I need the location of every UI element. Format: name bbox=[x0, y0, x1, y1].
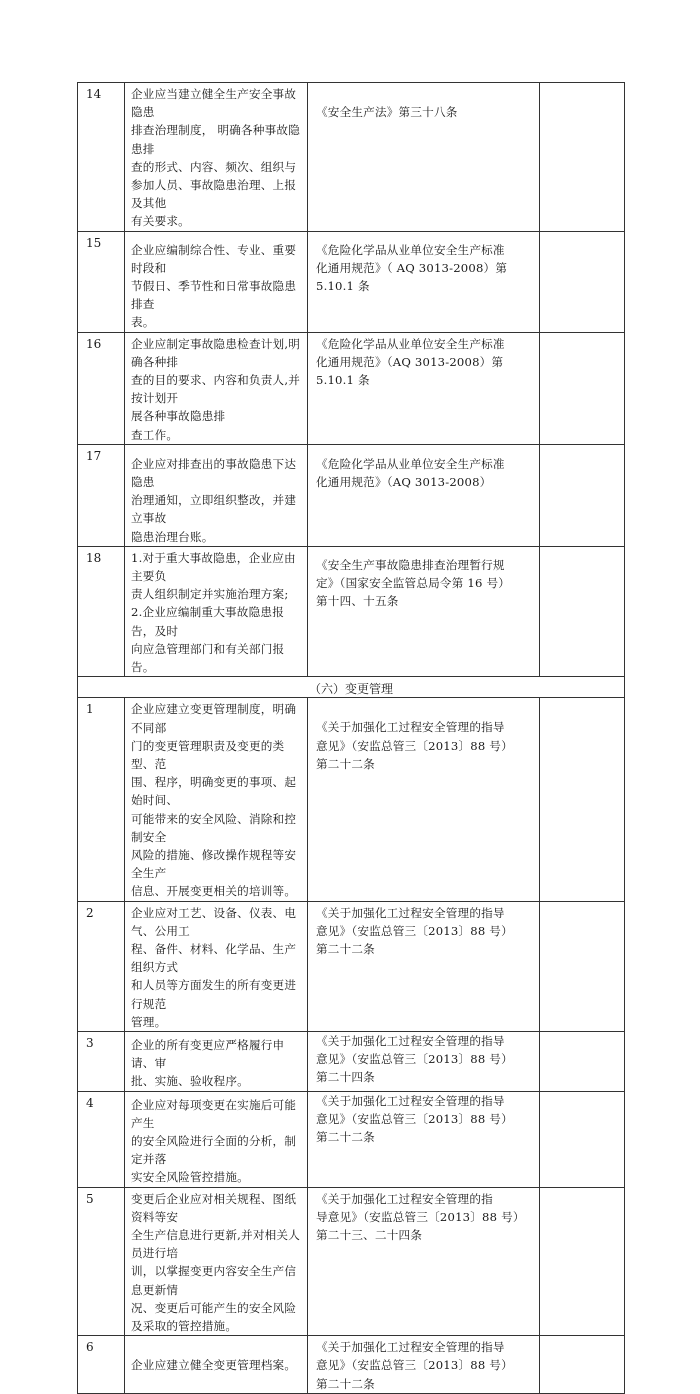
reference-text: 《安全生产事故隐患排查治理暂行规 定》（国家安全监管总局令第 16 号） 第十四、十五条 bbox=[316, 557, 511, 609]
blank-cell bbox=[540, 231, 625, 332]
table-row bbox=[78, 1187, 625, 1336]
table-row bbox=[78, 1091, 625, 1187]
reference-text: 《关于加强化工过程安全管理的指导 意见》（安监总管三〔2013〕88 号） 第二十二条 bbox=[316, 905, 513, 956]
reference-cell bbox=[308, 698, 540, 901]
blank-cell bbox=[540, 546, 625, 676]
requirement-text: 企业应制定事故隐患检查计划,明确各种排 查的目的要求、内容和负责人,并按计划开 展各种事故隐患排 查工作。 bbox=[131, 336, 300, 442]
row-number: 14 bbox=[78, 83, 125, 232]
reference-text: 《关于加强化工过程安全管理的指导 意见》（安监总管三〔2013〕88 号） 第二十二条 bbox=[316, 720, 513, 771]
row-number: 3 bbox=[78, 1031, 125, 1091]
blank-cell bbox=[540, 444, 625, 546]
requirement-cell bbox=[125, 1187, 308, 1336]
table-row bbox=[78, 546, 625, 676]
blank-cell bbox=[540, 1091, 625, 1187]
requirement-cell bbox=[125, 1031, 308, 1091]
table-row bbox=[78, 231, 625, 332]
blank-cell bbox=[540, 83, 625, 232]
row-number: 5 bbox=[78, 1187, 125, 1336]
reference-cell bbox=[308, 1187, 540, 1336]
reference-cell bbox=[308, 83, 540, 232]
blank-cell bbox=[540, 1031, 625, 1091]
requirement-text: 企业应对排查出的事故隐患下达隐患 治理通知，立即组织整改，并建立事故 隐患治理台账。 bbox=[131, 456, 297, 544]
reference-text: 《危险化学品从业单位安全生产标准 化通用规范》（ AQ 3013-2008）第 5.10.1 条 bbox=[316, 242, 508, 294]
requirement-cell bbox=[125, 231, 308, 332]
reference-cell bbox=[308, 1031, 540, 1091]
reference-cell bbox=[308, 901, 540, 1031]
reference-text: 《危险化学品从业单位安全生产标准 化通用规范》（AQ 3013-2008） bbox=[316, 456, 505, 490]
row-number: 1 bbox=[78, 698, 125, 901]
blank-cell bbox=[540, 332, 625, 444]
requirement-text: 企业应编制综合性、专业、重要时段和 节假日、季节性和日常事故隐患排查 表。 bbox=[131, 242, 297, 330]
requirement-text: 企业应建立变更管理制度，明确不同部 门的变更管理职责及变更的类型、范 围、程序，明确变更的事项、起始时间、 可能带来的安全风险、消除和控制安全 风险的措施、修改操作规程等安全生产 信息、开展变更相关的培训等。 bbox=[131, 702, 297, 899]
inspection-table bbox=[77, 82, 625, 1394]
requirement-cell bbox=[125, 698, 308, 901]
requirement-cell bbox=[125, 901, 308, 1031]
reference-cell bbox=[308, 332, 540, 444]
blank-cell bbox=[540, 901, 625, 1031]
requirement-cell bbox=[125, 332, 308, 444]
blank-cell bbox=[540, 698, 625, 901]
table-row bbox=[78, 901, 625, 1031]
reference-text: 《关于加强化工过程安全管理的指导 意见》（安监总管三〔2013〕88 号） 第二十二条 bbox=[316, 1093, 513, 1144]
requirement-text: 企业应对每项变更在实施后可能产生 的安全风险进行全面的分析，制定并落 实安全风险管控措施。 bbox=[131, 1097, 297, 1185]
table-row bbox=[78, 332, 625, 444]
row-number: 15 bbox=[78, 231, 125, 332]
requirement-text: 企业应当建立健全生产安全事故隐患 排查治理制度， 明确各种事故隐患排 查的形式、内容、频次、组织与 参加人员、事故隐患治理、上报及其他 有关要求。 bbox=[131, 87, 300, 229]
row-number: 6 bbox=[78, 1336, 125, 1394]
reference-cell bbox=[308, 546, 540, 676]
row-number: 18 bbox=[78, 546, 125, 676]
reference-cell bbox=[308, 1091, 540, 1187]
blank-cell bbox=[540, 1336, 625, 1394]
requirement-cell bbox=[125, 1091, 308, 1187]
table-row bbox=[78, 1031, 625, 1091]
row-number: 16 bbox=[78, 332, 125, 444]
table-row bbox=[78, 83, 625, 232]
reference-text: 《关于加强化工过程安全管理的指 导意见》（安监总管三〔2013〕88 号） 第二十三、二十四条 bbox=[316, 1191, 525, 1242]
blank-cell bbox=[540, 1187, 625, 1336]
requirement-cell bbox=[125, 546, 308, 676]
table-row bbox=[78, 1336, 625, 1394]
reference-text: 《危险化学品从业单位安全生产标准 化通用规范》（AQ 3013-2008）第 5.10.1 条 bbox=[316, 336, 505, 388]
requirement-cell bbox=[125, 1336, 308, 1394]
table-row bbox=[78, 698, 625, 901]
reference-text: 《关于加强化工过程安全管理的指导 意见》（安监总管三〔2013〕88 号） 第二十二条 bbox=[316, 1340, 513, 1391]
requirement-text: 企业应对工艺、设备、仪表、电气、公用工 程、备件、材料、化学品、生产组织方式 和人员等方面发生的所有变更进行规范 管理。 bbox=[131, 905, 297, 1029]
requirement-cell bbox=[125, 444, 308, 546]
row-number: 17 bbox=[78, 444, 125, 546]
requirement-cell bbox=[125, 83, 308, 232]
requirement-text: 1.对于重大事故隐患，企业应由主要负 责人组织制定并实施治理方案; 2.企业应编制重大事故隐患报告，及时 向应急管理部门和有关部门报告。 bbox=[131, 550, 296, 675]
requirement-text: 企业应建立健全变更管理档案。 bbox=[131, 1358, 297, 1373]
table-row bbox=[78, 444, 625, 546]
row-number: 2 bbox=[78, 901, 125, 1031]
reference-cell bbox=[308, 444, 540, 546]
requirement-text: 企业的所有变更应严格履行申请、审 批、实施、验收程序。 bbox=[131, 1037, 285, 1089]
reference-cell bbox=[308, 1336, 540, 1394]
reference-text: 《安全生产法》第三十八条 bbox=[316, 105, 458, 119]
reference-cell bbox=[308, 231, 540, 332]
requirement-text: 变更后企业应对相关规程、图纸资料等安 全生产信息进行更新,并对相关人员进行培 训，以掌握变更内容安全生产信息更新情 况、变更后可能产生的安全风险 及采取的管控措施。 bbox=[131, 1191, 300, 1333]
reference-text: 《关于加强化工过程安全管理的指导 意见》（安监总管三〔2013〕88 号） 第二十四条 bbox=[316, 1033, 513, 1085]
section-title: （六）变更管理 bbox=[78, 677, 625, 698]
row-number: 4 bbox=[78, 1091, 125, 1187]
section-row bbox=[78, 677, 625, 698]
